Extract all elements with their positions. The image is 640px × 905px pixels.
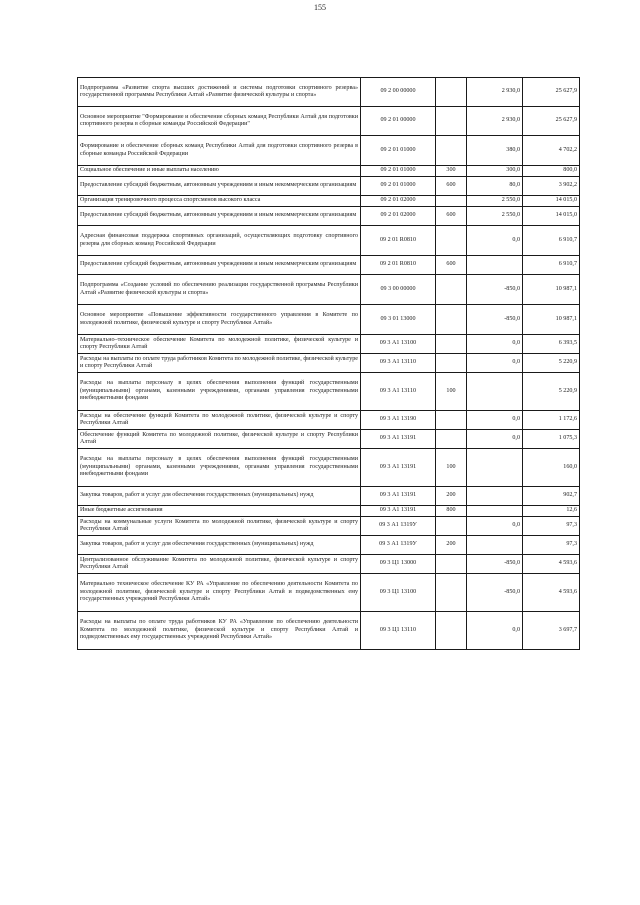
budget-total-amount-cell: 4 593,6 [523, 555, 580, 574]
budget-expense-type-cell [436, 196, 467, 207]
budget-expense-type-cell: 800 [436, 506, 467, 517]
budget-total-amount-cell: 97,3 [523, 536, 580, 555]
budget-total-amount-cell: 10 987,1 [523, 275, 580, 305]
table-row [78, 354, 580, 373]
budget-expense-type-cell [436, 574, 467, 612]
budget-change-amount-cell: 2 930,0 [467, 78, 523, 107]
budget-expense-type-cell [436, 78, 467, 107]
budget-name-cell: Расходы на выплаты персоналу в целях обеспечения выполнения функций государственными (муниципальными) органами, казенными учреждениями, органами управления государственными внебюджетными фондами [78, 449, 361, 487]
budget-code-cell: 09 3 00 00000 [361, 275, 436, 305]
budget-code-cell: 09 3 А1 13190 [361, 411, 436, 430]
budget-name-cell: Закупка товаров, работ и услуг для обеспечения государственных (муниципальных) нужд [78, 487, 361, 506]
table-row [78, 612, 580, 650]
budget-change-amount-cell: 0,0 [467, 517, 523, 536]
budget-code-cell: 09 2 01 R0810 [361, 256, 436, 275]
budget-expense-type-cell [436, 612, 467, 650]
table-row [78, 107, 580, 136]
budget-code-cell: 09 3 А1 13110 [361, 354, 436, 373]
budget-total-amount-cell: 97,3 [523, 517, 580, 536]
table-row [78, 196, 580, 207]
budget-name-cell: Расходы на обеспечение функций Комитета по молодежной политике, физической культуре и спорту Республики Алтай [78, 411, 361, 430]
budget-table [77, 77, 580, 650]
budget-code-cell: 09 3 А1 13100 [361, 335, 436, 354]
budget-expense-type-cell [436, 555, 467, 574]
budget-change-amount-cell: 2 550,0 [467, 196, 523, 207]
budget-expense-type-cell: 200 [436, 536, 467, 555]
budget-expense-type-cell [436, 430, 467, 449]
table-row [78, 177, 580, 196]
budget-change-amount-cell [467, 256, 523, 275]
budget-change-amount-cell: 0,0 [467, 354, 523, 373]
budget-code-cell: 09 3 А1 13191 [361, 487, 436, 506]
table-row [78, 256, 580, 275]
budget-change-amount-cell: 0,0 [467, 430, 523, 449]
budget-total-amount-cell: 1 075,3 [523, 430, 580, 449]
budget-name-cell: Расходы на выплаты персоналу в целях обеспечения выполнения функций государственными (муниципальными) органами, казенными учреждениями, органами управления государственными внебюджетными фондами [78, 373, 361, 411]
budget-change-amount-cell: 300,0 [467, 166, 523, 177]
budget-name-cell: Предоставление субсидий бюджетным, автономным учреждениям и иным некоммерческим организациям [78, 177, 361, 196]
table-row [78, 305, 580, 335]
table-row [78, 517, 580, 536]
budget-name-cell: Материально техническое обеспечение КУ РА «Управление по обеспечению деятельности Комитета по молодежной политике, физической культуре и спорту Республики Алтай и подведомственных ему государственных учреждений Республики Алтай» [78, 574, 361, 612]
budget-total-amount-cell: 6 910,7 [523, 226, 580, 256]
budget-expense-type-cell [436, 517, 467, 536]
budget-code-cell: 09 3 А1 13191 [361, 430, 436, 449]
budget-total-amount-cell: 160,0 [523, 449, 580, 487]
budget-total-amount-cell: 902,7 [523, 487, 580, 506]
budget-change-amount-cell: -850,0 [467, 275, 523, 305]
budget-change-amount-cell: 2 930,0 [467, 107, 523, 136]
budget-total-amount-cell: 1 172,6 [523, 411, 580, 430]
budget-code-cell: 09 3 Ц1 13100 [361, 574, 436, 612]
budget-name-cell: Расходы на выплаты по оплате труда работников КУ РА «Управление по обеспечению деятельности Комитета по молодежной политике, физической культуре и спорту Республики Алтай и подведомственных ему государственных учреждений Республики Алтай» [78, 612, 361, 650]
budget-expense-type-cell: 600 [436, 207, 467, 226]
budget-change-amount-cell [467, 506, 523, 517]
budget-total-amount-cell: 800,0 [523, 166, 580, 177]
budget-name-cell: Централизованное обслуживание Комитета по молодежной политике, физической культуре и спорту Республики Алтай [78, 555, 361, 574]
budget-name-cell: Социальное обеспечение и иные выплаты населению [78, 166, 361, 177]
budget-name-cell: Подпрограмма «Создание условий по обеспечению реализации государственной программы Республики Алтай «Развитие физической культуры и спорта» [78, 275, 361, 305]
budget-change-amount-cell [467, 487, 523, 506]
table-row [78, 449, 580, 487]
budget-change-amount-cell [467, 449, 523, 487]
budget-total-amount-cell: 3 902,2 [523, 177, 580, 196]
budget-total-amount-cell: 14 015,0 [523, 196, 580, 207]
budget-total-amount-cell: 5 220,9 [523, 354, 580, 373]
table-row [78, 411, 580, 430]
budget-total-amount-cell: 5 220,9 [523, 373, 580, 411]
budget-change-amount-cell: 0,0 [467, 411, 523, 430]
budget-expense-type-cell [436, 136, 467, 166]
budget-expense-type-cell: 600 [436, 256, 467, 275]
budget-total-amount-cell: 14 015,0 [523, 207, 580, 226]
budget-change-amount-cell [467, 536, 523, 555]
page-number: 155 [314, 3, 326, 12]
budget-expense-type-cell: 100 [436, 449, 467, 487]
budget-name-cell: Организация тренировочного процесса спортсменов высокого класса [78, 196, 361, 207]
budget-code-cell: 09 3 А1 1319У [361, 536, 436, 555]
table-row [78, 166, 580, 177]
budget-expense-type-cell: 200 [436, 487, 467, 506]
budget-name-cell: Материально–техническое обеспечение Комитета по молодежной политике, физической культуре и спорту Республики Алтай [78, 335, 361, 354]
budget-total-amount-cell: 6 910,7 [523, 256, 580, 275]
budget-code-cell: 09 2 00 00000 [361, 78, 436, 107]
budget-expense-type-cell: 600 [436, 177, 467, 196]
budget-change-amount-cell: -850,0 [467, 305, 523, 335]
budget-name-cell: Расходы на выплаты по оплате труда работников Комитета по молодежной политике, физической культуре и спорту Республики Алтай [78, 354, 361, 373]
table-row [78, 373, 580, 411]
budget-code-cell: 09 3 А1 1319У [361, 517, 436, 536]
budget-total-amount-cell: 25 627,9 [523, 78, 580, 107]
budget-change-amount-cell: -850,0 [467, 555, 523, 574]
budget-change-amount-cell: -850,0 [467, 574, 523, 612]
budget-name-cell: Расходы на коммунальные услуги Комитета по молодежной политике, физической культуре и спорту Республики Алтай [78, 517, 361, 536]
budget-code-cell: 09 3 А1 13191 [361, 449, 436, 487]
budget-total-amount-cell: 4 702,2 [523, 136, 580, 166]
budget-name-cell: Обеспечение функций Комитета по молодежной политике, физической культуре и спорту Республики Алтай [78, 430, 361, 449]
budget-expense-type-cell [436, 411, 467, 430]
budget-name-cell: Предоставление субсидий бюджетным, автономным учреждениям и иным некоммерческим организациям [78, 256, 361, 275]
budget-code-cell: 09 3 А1 13191 [361, 506, 436, 517]
table-row [78, 136, 580, 166]
table-row [78, 574, 580, 612]
budget-expense-type-cell [436, 275, 467, 305]
budget-change-amount-cell: 0,0 [467, 612, 523, 650]
table-row [78, 430, 580, 449]
budget-code-cell: 09 2 01 01000 [361, 177, 436, 196]
budget-total-amount-cell: 6 393,5 [523, 335, 580, 354]
budget-expense-type-cell [436, 354, 467, 373]
budget-name-cell: Предоставление субсидий бюджетным, автономным учреждениям и иным некоммерческим организациям [78, 207, 361, 226]
budget-name-cell: Закупка товаров, работ и услуг для обеспечения государственных (муниципальных) нужд [78, 536, 361, 555]
budget-code-cell: 09 3 А1 13110 [361, 373, 436, 411]
budget-name-cell: Адресная финансовая поддержка спортивных организаций, осуществляющих подготовку спортивного резерва для сборных команд Российской Федерации [78, 226, 361, 256]
budget-name-cell: Основное мероприятие "Формирование и обеспечение сборных команд Республики Алтай для подготовки спортивного резерва в сборные команды Российской Федерации" [78, 107, 361, 136]
budget-code-cell: 09 3 01 13000 [361, 305, 436, 335]
budget-change-amount-cell: 380,0 [467, 136, 523, 166]
budget-total-amount-cell: 25 627,9 [523, 107, 580, 136]
budget-change-amount-cell: 2 550,0 [467, 207, 523, 226]
budget-expense-type-cell: 300 [436, 166, 467, 177]
budget-expense-type-cell [436, 226, 467, 256]
budget-total-amount-cell: 3 697,7 [523, 612, 580, 650]
budget-table-body [78, 78, 580, 650]
budget-expense-type-cell: 100 [436, 373, 467, 411]
budget-expense-type-cell [436, 107, 467, 136]
budget-code-cell: 09 2 01 02000 [361, 207, 436, 226]
budget-code-cell: 09 3 Ц1 13000 [361, 555, 436, 574]
budget-code-cell: 09 2 01 02000 [361, 196, 436, 207]
table-row [78, 207, 580, 226]
table-row [78, 536, 580, 555]
budget-name-cell: Подпрограмма «Развитие спорта высших достижений и системы подготовки спортивного резерва» государственной программы Республики Алтай «Развитие физической культуры и спорта» [78, 78, 361, 107]
budget-name-cell: Основное мероприятие «Повышение эффективности государственного управления в Комитете по молодежной политике, физической культуре и спорту Республики Алтай» [78, 305, 361, 335]
table-row [78, 555, 580, 574]
table-row [78, 78, 580, 107]
budget-change-amount-cell: 0,0 [467, 226, 523, 256]
budget-code-cell: 09 2 01 00000 [361, 107, 436, 136]
budget-code-cell: 09 2 01 01000 [361, 166, 436, 177]
budget-total-amount-cell: 10 987,1 [523, 305, 580, 335]
table-row [78, 226, 580, 256]
budget-change-amount-cell: 80,0 [467, 177, 523, 196]
budget-name-cell: Иные бюджетные ассигнования [78, 506, 361, 517]
budget-expense-type-cell [436, 305, 467, 335]
table-row [78, 506, 580, 517]
budget-total-amount-cell: 4 593,6 [523, 574, 580, 612]
budget-code-cell: 09 2 01 01000 [361, 136, 436, 166]
budget-change-amount-cell [467, 373, 523, 411]
table-row [78, 275, 580, 305]
budget-expense-type-cell [436, 335, 467, 354]
table-row [78, 335, 580, 354]
budget-change-amount-cell: 0,0 [467, 335, 523, 354]
budget-total-amount-cell: 12,6 [523, 506, 580, 517]
budget-code-cell: 09 3 Ц1 13110 [361, 612, 436, 650]
table-row [78, 487, 580, 506]
budget-code-cell: 09 2 01 R0810 [361, 226, 436, 256]
budget-name-cell: Формирование и обеспечение сборных команд Республики Алтай для подготовки спортивного резерва в сборные команды Российской Федерации [78, 136, 361, 166]
